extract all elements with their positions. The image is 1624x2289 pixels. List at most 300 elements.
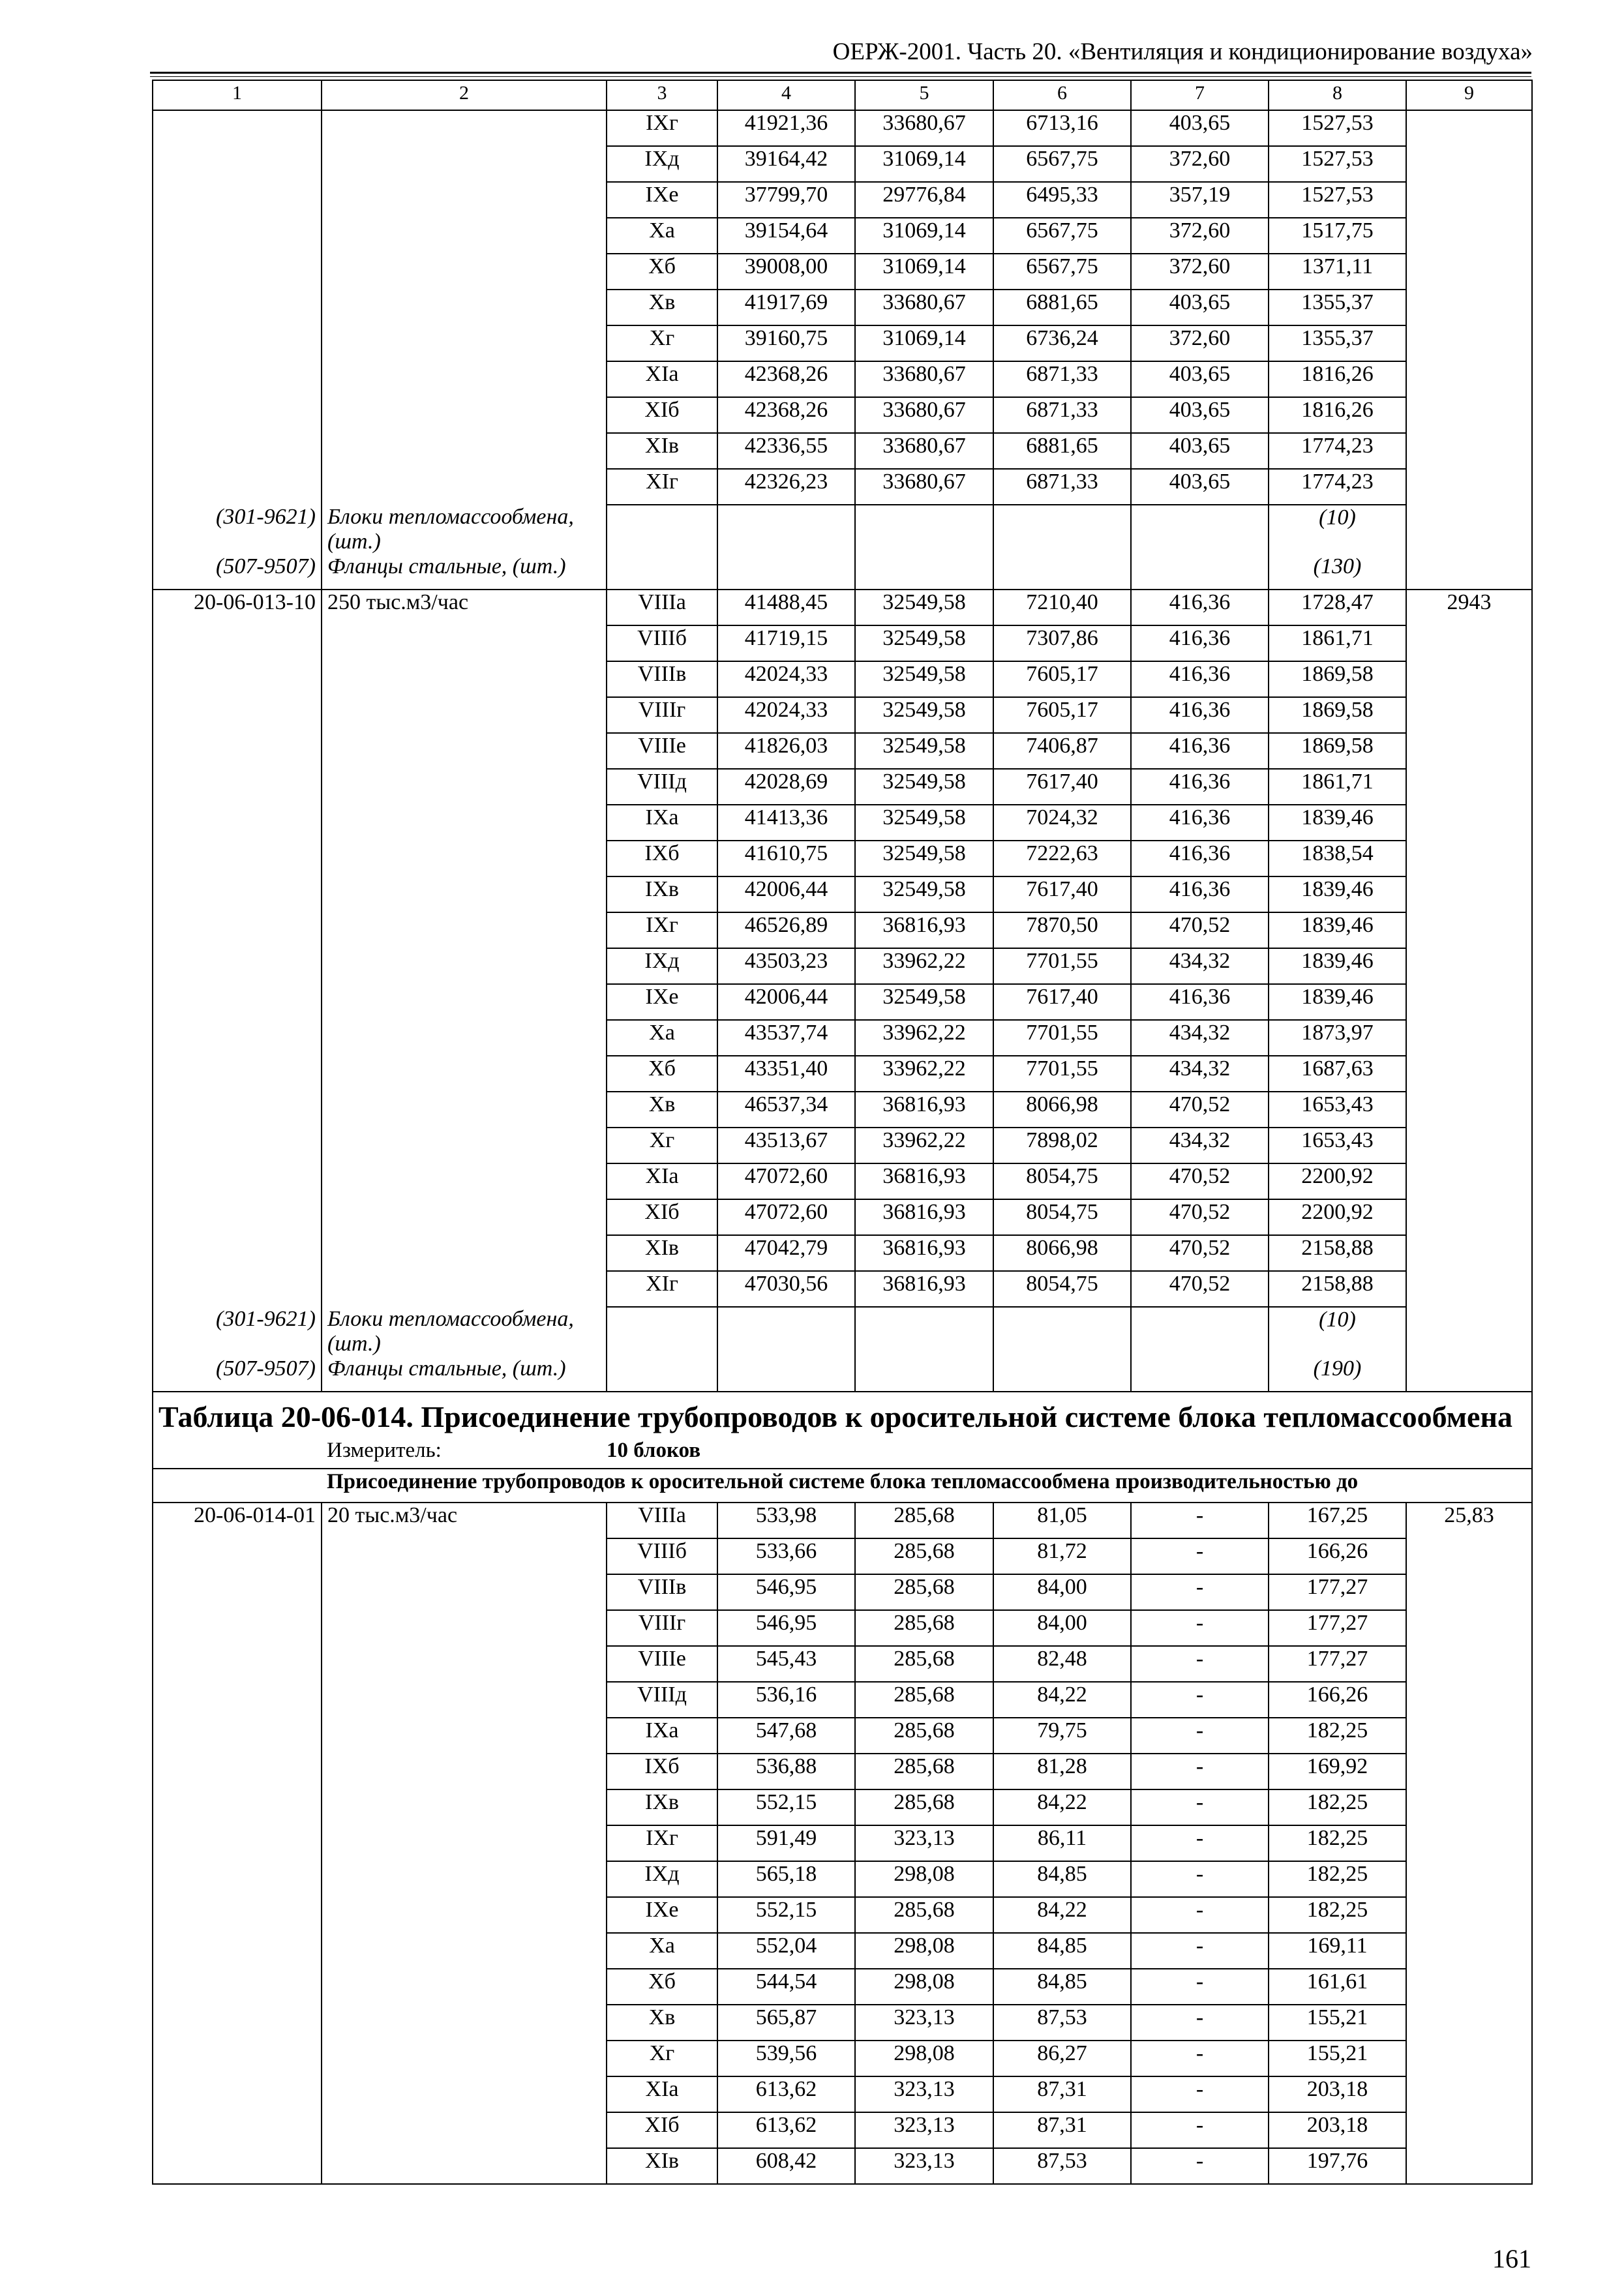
value-cell: 416,36 [1131, 733, 1269, 769]
table-cell [153, 1825, 322, 1861]
value-cell: 2200,92 [1269, 1163, 1406, 1199]
table-row [153, 625, 1532, 661]
table-cell [322, 146, 607, 182]
zone-cell: IXв [607, 1789, 717, 1825]
value-cell: 32549,58 [855, 841, 993, 876]
table-cell [322, 769, 607, 805]
value-cell: 1861,71 [1269, 625, 1406, 661]
measure-row [153, 1438, 1532, 1469]
column-number-cell: 8 [1269, 80, 1406, 110]
table-cell [153, 1789, 322, 1825]
page-number: 161 [1492, 2244, 1531, 2273]
value-cell: 403,65 [1131, 361, 1269, 397]
value-cell: 87,53 [993, 2005, 1131, 2041]
value-cell: 285,68 [855, 1754, 993, 1789]
table-cell [1406, 697, 1532, 733]
value-cell: 41488,45 [717, 590, 855, 625]
table-cell [855, 1356, 993, 1392]
value-cell: 33962,22 [855, 1128, 993, 1163]
zone-cell: XIг [607, 469, 717, 505]
table-cell [855, 554, 993, 590]
table-cell [1406, 1163, 1532, 1199]
value-cell: 84,22 [993, 1682, 1131, 1718]
table-row [153, 805, 1532, 841]
table-row [153, 290, 1532, 325]
table-row [153, 2076, 1532, 2112]
value-cell: 1816,26 [1269, 361, 1406, 397]
table-cell [322, 397, 607, 433]
measure-value: 10 блоков [607, 1438, 1532, 1469]
value-cell: 416,36 [1131, 841, 1269, 876]
zone-cell: VIIIа [607, 590, 717, 625]
value-cell: 82,48 [993, 1646, 1131, 1682]
value-cell: - [1131, 2076, 1269, 2112]
value-cell: 416,36 [1131, 984, 1269, 1020]
value-cell: 33962,22 [855, 948, 993, 984]
value-cell: 434,32 [1131, 948, 1269, 984]
zone-cell: IXб [607, 841, 717, 876]
value-cell: 323,13 [855, 2076, 993, 2112]
value-cell: 1839,46 [1269, 984, 1406, 1020]
value-cell: 1653,43 [1269, 1128, 1406, 1163]
table-cell [322, 661, 607, 697]
value-cell: - [1131, 2041, 1269, 2076]
value-cell: - [1131, 1574, 1269, 1610]
value-cell: 7617,40 [993, 984, 1131, 1020]
value-cell: 539,56 [717, 2041, 855, 2076]
value-cell: 33962,22 [855, 1056, 993, 1092]
table-cell [1131, 505, 1269, 554]
table-cell [153, 1199, 322, 1235]
value-cell: - [1131, 1825, 1269, 1861]
zone-cell: VIIIе [607, 733, 717, 769]
value-cell: 6495,33 [993, 182, 1131, 218]
table-cell [1406, 1092, 1532, 1128]
zone-cell: IXв [607, 876, 717, 912]
table-cell [322, 984, 607, 1020]
table-row [153, 218, 1532, 254]
value-cell: 42006,44 [717, 984, 855, 1020]
value-cell: 8066,98 [993, 1235, 1131, 1271]
table-cell [153, 2112, 322, 2148]
table-cell [1131, 1307, 1269, 1356]
table-cell [322, 2148, 607, 2184]
value-cell: 416,36 [1131, 590, 1269, 625]
resource-row [153, 1307, 1532, 1356]
value-cell: 39160,75 [717, 325, 855, 361]
rate-name: 250 тыс.м3/час [322, 590, 607, 625]
value-cell: 1653,43 [1269, 1092, 1406, 1128]
value-cell: - [1131, 1538, 1269, 1574]
table-cell [1406, 876, 1532, 912]
table-cell [322, 912, 607, 948]
value-cell: 434,32 [1131, 1020, 1269, 1056]
table-cell [1406, 2148, 1532, 2184]
value-cell: 37799,70 [717, 182, 855, 218]
value-cell: 7605,17 [993, 697, 1131, 733]
running-header: ОЕРЖ-2001. Часть 20. «Вентиляция и кондиционирование воздуха» [832, 38, 1533, 65]
zone-cell: VIIIв [607, 661, 717, 697]
value-cell: 7605,17 [993, 661, 1131, 697]
value-cell: 86,27 [993, 2041, 1131, 2076]
value-cell: 565,87 [717, 2005, 855, 2041]
resource-row [153, 1356, 1532, 1392]
resource-name: Блоки тепломассообмена, (шт.) [322, 1307, 607, 1356]
value-cell: 87,31 [993, 2112, 1131, 2148]
resource-name: Фланцы стальные, (шт.) [322, 554, 607, 590]
value-cell: 46537,34 [717, 1092, 855, 1128]
value-cell: 6567,75 [993, 218, 1131, 254]
value-cell: 41413,36 [717, 805, 855, 841]
table-row [153, 769, 1532, 805]
value-cell: 84,85 [993, 1969, 1131, 2005]
value-cell: 1774,23 [1269, 433, 1406, 469]
zone-cell: IXе [607, 984, 717, 1020]
table-cell [1406, 218, 1532, 254]
table-cell [1406, 1969, 1532, 2005]
table-cell [153, 876, 322, 912]
table-cell [153, 733, 322, 769]
column-number-cell: 2 [322, 80, 607, 110]
table-row [153, 1825, 1532, 1861]
value-cell: 403,65 [1131, 469, 1269, 505]
table-row [153, 1056, 1532, 1092]
zone-cell: XIб [607, 2112, 717, 2148]
column-number-cell: 3 [607, 80, 717, 110]
column-number-cell: 7 [1131, 80, 1269, 110]
table-row [153, 110, 1532, 146]
table-cell [153, 325, 322, 361]
value-cell: 323,13 [855, 2148, 993, 2184]
value-cell: 2158,88 [1269, 1271, 1406, 1307]
value-cell: 7210,40 [993, 590, 1131, 625]
table-cell [153, 1235, 322, 1271]
table-cell [1406, 290, 1532, 325]
table-cell [1406, 2112, 1532, 2148]
table-row [153, 1789, 1532, 1825]
value-cell: 536,88 [717, 1754, 855, 1789]
table-cell [1406, 1307, 1532, 1356]
value-cell: 1816,26 [1269, 397, 1406, 433]
table-cell [993, 1356, 1131, 1392]
table-cell [153, 433, 322, 469]
zone-cell: XIа [607, 361, 717, 397]
table-cell [1406, 146, 1532, 182]
value-cell: 84,85 [993, 1933, 1131, 1969]
table-cell [153, 1163, 322, 1199]
table-cell [153, 1574, 322, 1610]
table-cell [153, 1020, 322, 1056]
value-cell: 43503,23 [717, 948, 855, 984]
table-cell [322, 218, 607, 254]
value-cell: 552,04 [717, 1933, 855, 1969]
value-cell: 546,95 [717, 1610, 855, 1646]
rate-name: 20 тыс.м3/час [322, 1503, 607, 1538]
table-cell [607, 505, 717, 554]
value-cell: - [1131, 2148, 1269, 2184]
value-cell: 1839,46 [1269, 805, 1406, 841]
value-cell: 6881,65 [993, 290, 1131, 325]
table-cell [153, 841, 322, 876]
resource-code: (301-9621) [153, 1307, 322, 1356]
zone-cell: Xа [607, 1933, 717, 1969]
zone-cell: VIIIд [607, 769, 717, 805]
zone-cell: VIIIб [607, 1538, 717, 1574]
value-cell: 357,19 [1131, 182, 1269, 218]
value-cell: 84,22 [993, 1789, 1131, 1825]
resource-name: Блоки тепломассообмена, (шт.) [322, 505, 607, 554]
value-cell: 197,76 [1269, 2148, 1406, 2184]
value-cell: 169,11 [1269, 1933, 1406, 1969]
value-cell: 177,27 [1269, 1610, 1406, 1646]
value-cell: - [1131, 1503, 1269, 1538]
value-cell: - [1131, 1933, 1269, 1969]
table-cell [322, 805, 607, 841]
value-cell: 81,72 [993, 1538, 1131, 1574]
value-cell: 41917,69 [717, 290, 855, 325]
table-cell [855, 1307, 993, 1356]
table-cell [153, 1682, 322, 1718]
table-cell [322, 1163, 607, 1199]
table-cell [153, 1861, 322, 1897]
value-cell: 470,52 [1131, 1163, 1269, 1199]
value-cell: 203,18 [1269, 2112, 1406, 2148]
table-row [153, 1754, 1532, 1789]
value-cell: 298,08 [855, 1861, 993, 1897]
table-cell [322, 1020, 607, 1056]
value-cell: 32549,58 [855, 769, 993, 805]
zone-cell: XIа [607, 1163, 717, 1199]
value-cell: 32549,58 [855, 733, 993, 769]
value-cell: 403,65 [1131, 290, 1269, 325]
table-row [153, 590, 1532, 625]
value-cell: 608,42 [717, 2148, 855, 2184]
value-cell: 533,66 [717, 1538, 855, 1574]
table-cell [322, 841, 607, 876]
column-number-cell: 4 [717, 80, 855, 110]
table-cell [153, 2041, 322, 2076]
zone-cell: IXд [607, 1861, 717, 1897]
value-cell: 298,08 [855, 1969, 993, 2005]
value-cell: 323,13 [855, 1825, 993, 1861]
zone-cell: Xв [607, 290, 717, 325]
table-cell [1406, 841, 1532, 876]
value-cell: 403,65 [1131, 110, 1269, 146]
table-cell [153, 290, 322, 325]
table-cell [717, 1307, 855, 1356]
resource-row [153, 505, 1532, 554]
value-cell: 1838,54 [1269, 841, 1406, 876]
value-cell: 32549,58 [855, 661, 993, 697]
table-cell [1406, 1235, 1532, 1271]
table-cell [153, 1933, 322, 1969]
table-cell [153, 182, 322, 218]
value-cell: 33962,22 [855, 1020, 993, 1056]
value-cell: 2200,92 [1269, 1199, 1406, 1235]
value-cell: 42024,33 [717, 697, 855, 733]
value-cell: 155,21 [1269, 2041, 1406, 2076]
table-cell [1406, 1897, 1532, 1933]
value-cell: 182,25 [1269, 1861, 1406, 1897]
value-cell: 416,36 [1131, 697, 1269, 733]
value-cell: - [1131, 1969, 1269, 2005]
table-cell [153, 805, 322, 841]
value-cell: 47072,60 [717, 1163, 855, 1199]
table-cell [1131, 1356, 1269, 1392]
value-cell: 1527,53 [1269, 110, 1406, 146]
resource-qty: (10) [1269, 1307, 1406, 1356]
value-cell: 285,68 [855, 1789, 993, 1825]
value-cell: 7307,86 [993, 625, 1131, 661]
value-cell: 42028,69 [717, 769, 855, 805]
table-cell [607, 1307, 717, 1356]
table-row [153, 1861, 1532, 1897]
value-cell: 545,43 [717, 1646, 855, 1682]
value-cell: 8054,75 [993, 1199, 1131, 1235]
value-cell: 33680,67 [855, 397, 993, 433]
table-cell [1406, 1271, 1532, 1307]
value-cell: - [1131, 1610, 1269, 1646]
table-row [153, 1128, 1532, 1163]
value-cell: 46526,89 [717, 912, 855, 948]
table-row [153, 182, 1532, 218]
value-cell: 298,08 [855, 1933, 993, 1969]
table-cell [1406, 397, 1532, 433]
resource-code: (507-9507) [153, 554, 322, 590]
value-cell: 285,68 [855, 1646, 993, 1682]
zone-cell: XIг [607, 1271, 717, 1307]
table-row [153, 733, 1532, 769]
resource-qty: (10) [1269, 505, 1406, 554]
value-cell: 42024,33 [717, 661, 855, 697]
table-cell [153, 1610, 322, 1646]
table-cell [322, 1610, 607, 1646]
value-cell: 591,49 [717, 1825, 855, 1861]
column-number-cell: 9 [1406, 80, 1532, 110]
value-cell: 39164,42 [717, 146, 855, 182]
table-cell [322, 1718, 607, 1754]
table-row [153, 661, 1532, 697]
value-cell: 1355,37 [1269, 325, 1406, 361]
zone-cell: Xб [607, 254, 717, 290]
value-cell: 182,25 [1269, 1825, 1406, 1861]
value-cell: 6736,24 [993, 325, 1131, 361]
value-cell: 323,13 [855, 2005, 993, 2041]
zone-cell: Xб [607, 1969, 717, 2005]
value-cell: 42368,26 [717, 397, 855, 433]
value-cell: 434,32 [1131, 1056, 1269, 1092]
table-row [153, 841, 1532, 876]
value-cell: 7701,55 [993, 1056, 1131, 1092]
value-cell: 470,52 [1131, 1235, 1269, 1271]
value-cell: 372,60 [1131, 325, 1269, 361]
value-cell: - [1131, 1897, 1269, 1933]
resource-code: (507-9507) [153, 1356, 322, 1392]
value-cell: 285,68 [855, 1538, 993, 1574]
table-row [153, 1897, 1532, 1933]
value-cell: - [1131, 1789, 1269, 1825]
value-cell: 86,11 [993, 1825, 1131, 1861]
value-cell: 32549,58 [855, 590, 993, 625]
table-row [153, 469, 1532, 505]
value-cell: 470,52 [1131, 1092, 1269, 1128]
value-cell: 6871,33 [993, 397, 1131, 433]
value-cell: 81,05 [993, 1503, 1131, 1538]
header-rule-thick [150, 72, 1531, 74]
value-cell: 416,36 [1131, 876, 1269, 912]
value-cell: 7617,40 [993, 876, 1131, 912]
rates-table [152, 80, 1533, 2185]
value-cell: 87,53 [993, 2148, 1131, 2184]
table-cell [1406, 505, 1532, 554]
zone-cell: VIIIг [607, 697, 717, 733]
value-cell: 32549,58 [855, 876, 993, 912]
value-cell: 203,18 [1269, 2076, 1406, 2112]
value-cell: 32549,58 [855, 625, 993, 661]
table-row [153, 397, 1532, 433]
value-cell: 36816,93 [855, 1235, 993, 1271]
table-cell [855, 505, 993, 554]
zone-cell: Xв [607, 1092, 717, 1128]
value-cell: 372,60 [1131, 254, 1269, 290]
table-cell [1406, 2005, 1532, 2041]
value-cell: 84,22 [993, 1897, 1131, 1933]
value-cell: 403,65 [1131, 397, 1269, 433]
value-cell: 1774,23 [1269, 469, 1406, 505]
value-cell: 79,75 [993, 1718, 1131, 1754]
value-cell: 7701,55 [993, 1020, 1131, 1056]
table-row [153, 1199, 1532, 1235]
table-cell [322, 876, 607, 912]
rate-name [322, 110, 607, 146]
table-cell [322, 1825, 607, 1861]
zone-cell: VIIIг [607, 1610, 717, 1646]
value-cell: 47042,79 [717, 1235, 855, 1271]
zone-cell: IXг [607, 912, 717, 948]
table-cell [1406, 1356, 1532, 1392]
table-cell [1406, 325, 1532, 361]
zone-cell: Xа [607, 1020, 717, 1056]
resource-qty: (130) [1269, 554, 1406, 590]
zone-cell: IXг [607, 110, 717, 146]
table-row [153, 912, 1532, 948]
value-cell: 547,68 [717, 1718, 855, 1754]
table-cell [1406, 1718, 1532, 1754]
table-row [153, 1092, 1532, 1128]
value-cell: 1869,58 [1269, 661, 1406, 697]
value-cell: 29776,84 [855, 182, 993, 218]
table-cell [153, 625, 322, 661]
table-cell [1406, 433, 1532, 469]
table-row [153, 1503, 1532, 1538]
value-cell: 84,00 [993, 1610, 1131, 1646]
table-row [153, 1969, 1532, 2005]
zone-cell: Xв [607, 2005, 717, 2041]
table-row [153, 697, 1532, 733]
value-cell: 155,21 [1269, 2005, 1406, 2041]
measure-label: Измеритель: [327, 1439, 442, 1462]
table-title: Таблица 20-06-014. Присоединение трубопроводов к оросительной системе блока тепломассообмена [153, 1392, 1532, 1438]
value-cell: 177,27 [1269, 1646, 1406, 1682]
table-cell [153, 1438, 322, 1469]
value-cell: 169,92 [1269, 1754, 1406, 1789]
table-cell [153, 912, 322, 948]
table-cell [322, 1646, 607, 1682]
value-cell: 42336,55 [717, 433, 855, 469]
table-cell [322, 1128, 607, 1163]
table-row [153, 1271, 1532, 1307]
value-cell: 470,52 [1131, 1199, 1269, 1235]
